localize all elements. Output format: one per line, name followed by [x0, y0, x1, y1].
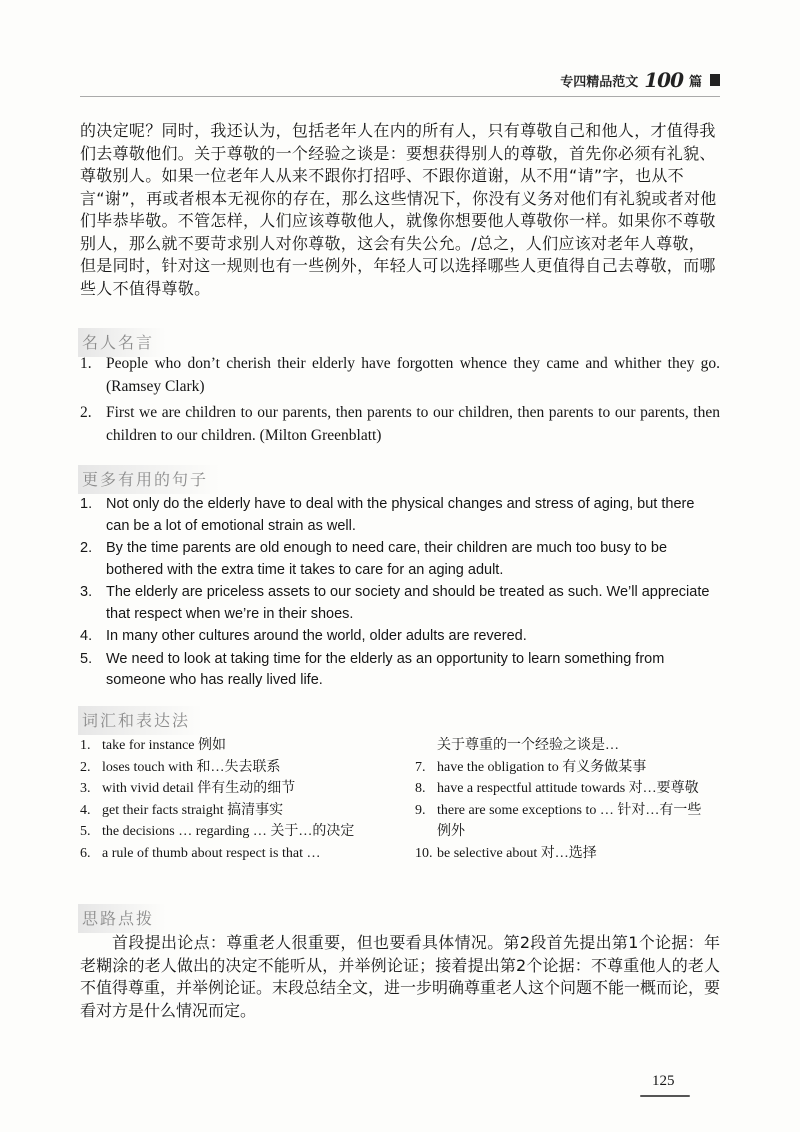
item-number: 9. — [415, 802, 426, 818]
item-text: with vivid detail 伴有生动的细节 — [102, 781, 296, 796]
section-title-analysis: 思路点拨 — [82, 906, 154, 929]
section-title-vocab: 词汇和表达法 — [82, 708, 190, 731]
item-text: there are some exceptions to … 针对…有一些例外 — [437, 802, 702, 839]
item-text: loses touch with 和…失去联系 — [102, 759, 281, 775]
vocab-item — [415, 757, 715, 779]
list-item — [80, 538, 720, 581]
list-item — [80, 401, 720, 447]
item-number: 5. — [80, 824, 91, 839]
item-number: 10. — [415, 845, 433, 861]
item-text: have the obligation to 有义务做某事 — [437, 759, 647, 775]
item-text: We need to look at taking time for the elderly as an opportunity to learn something from someone who has really lived life. — [106, 650, 665, 688]
running-header — [560, 68, 720, 92]
list-item — [80, 649, 720, 692]
item-text: In many other cultures around the world, older adults are revered. — [106, 628, 527, 644]
header-suffix: 篇 — [688, 74, 702, 90]
item-number: 2. — [80, 404, 92, 421]
section-title-sentences: 更多有用的句子 — [82, 467, 208, 490]
item-text: People who don’t cherish their elderly have forgotten whence they came and whither they go. (Ramsey Clark) — [106, 355, 720, 395]
body-paragraph: 的决定呢？同时，我还认为，包括老年人在内的所有人，只有尊敬自己和他人，才值得我们去尊敬他们。关于尊敬的一个经验之谈是：要想获得别人的尊敬，首先你必须有礼貌、尊敬别人。如果一位老年人从来不跟你打招呼、不跟你道谢，从不用“请”字，也从不言“谢”，再或者根本无视你的存在，那么这些情况下，你没有义务对他们有礼貌或者对他们毕恭毕敬。不管怎样，人们应该尊敬他人，就像你想要他人尊敬你一样。如果你不尊敬别人，那么就不要苛求别人对你尊敬，这会有失公允。/总之，人们应该对老年人尊敬，但是同时，针对这一规则也有一些例外，年轻人可以选择哪些人更值得自己去尊敬，而哪些人不值得尊敬。 — [80, 121, 717, 298]
sentences-list — [80, 494, 720, 693]
item-text: Not only do the elderly have to deal with the physical changes and stress of aging, but there can be a lot of emotional strain as well. — [106, 496, 695, 534]
item-text: The elderly are priceless assets to our society and should be treated as such. We’ll appreciate that respect when we’re in their shoes. — [106, 584, 710, 622]
vocab-item — [80, 757, 380, 779]
item-text: the decisions … regarding … 关于…的决定 — [102, 824, 355, 839]
header-title: 专四精品范文 — [560, 74, 639, 90]
page-number-underline — [640, 1095, 690, 1097]
item-text: take for instance 例如 — [102, 738, 227, 753]
item-number: 3. — [80, 584, 93, 600]
item-number: 2. — [80, 540, 93, 556]
item-number: 1. — [80, 496, 93, 512]
list-item — [80, 494, 720, 537]
item-number: 4. — [80, 628, 93, 644]
item-text: a rule of thumb about respect is that … — [102, 845, 321, 861]
vocab-item-continuation — [415, 735, 715, 757]
vocab-column-left — [80, 735, 380, 864]
section-title-quotes: 名人名言 — [82, 330, 154, 353]
vocab-column-right — [415, 735, 715, 864]
book-icon — [710, 74, 720, 86]
item-text: By the time parents are old enough to need care, their children are much too busy to be bothered with the extra time it takes to care for an aging adult. — [106, 540, 668, 578]
item-number: 8. — [415, 781, 426, 796]
list-item — [80, 352, 720, 398]
item-text: get their facts straight 搞清事实 — [102, 802, 284, 818]
item-number: 5. — [80, 650, 93, 667]
vocab-item — [80, 735, 380, 757]
item-text: 关于尊重的一个经验之谈是… — [437, 738, 619, 753]
item-number: 2. — [80, 759, 91, 775]
header-divider — [80, 96, 720, 97]
vocab-item — [80, 843, 380, 865]
item-number: 6. — [80, 845, 91, 861]
header-number: 100 — [644, 68, 683, 92]
item-text: First we are children to our parents, then parents to our children, then parents to our parents, then children to our children. (Milton Greenblatt) — [106, 404, 720, 444]
list-item — [80, 582, 720, 625]
quotes-list — [80, 352, 720, 450]
item-number: 3. — [80, 781, 91, 796]
list-item — [80, 626, 720, 648]
vocab-item — [80, 821, 380, 843]
vocab-item — [415, 800, 715, 843]
vocab-item — [80, 778, 380, 800]
analysis-paragraph: 首段提出论点：尊重老人很重要，但也要看具体情况。第2段首先提出第1个论据：年老糊涂的老人做出的决定不能听从，并举例论证；接着提出第2个论据：不尊重他人的老人不值得尊重，并举例论证。末段总结全文，进一步明确尊重老人这个问题不能一概而论，要看对方是什么情况而定。 — [80, 933, 721, 1020]
page-number: 125 — [652, 1073, 675, 1089]
item-number: 7. — [415, 759, 426, 775]
vocab-item — [415, 843, 715, 865]
item-number: 1. — [80, 355, 92, 372]
vocab-item — [80, 800, 380, 822]
item-text: be selective about 对…选择 — [437, 845, 597, 861]
item-number: 1. — [80, 738, 91, 753]
item-text: have a respectful attitude towards 对…要尊敬 — [437, 781, 699, 796]
vocab-item — [415, 778, 715, 800]
item-number: 4. — [80, 802, 91, 818]
